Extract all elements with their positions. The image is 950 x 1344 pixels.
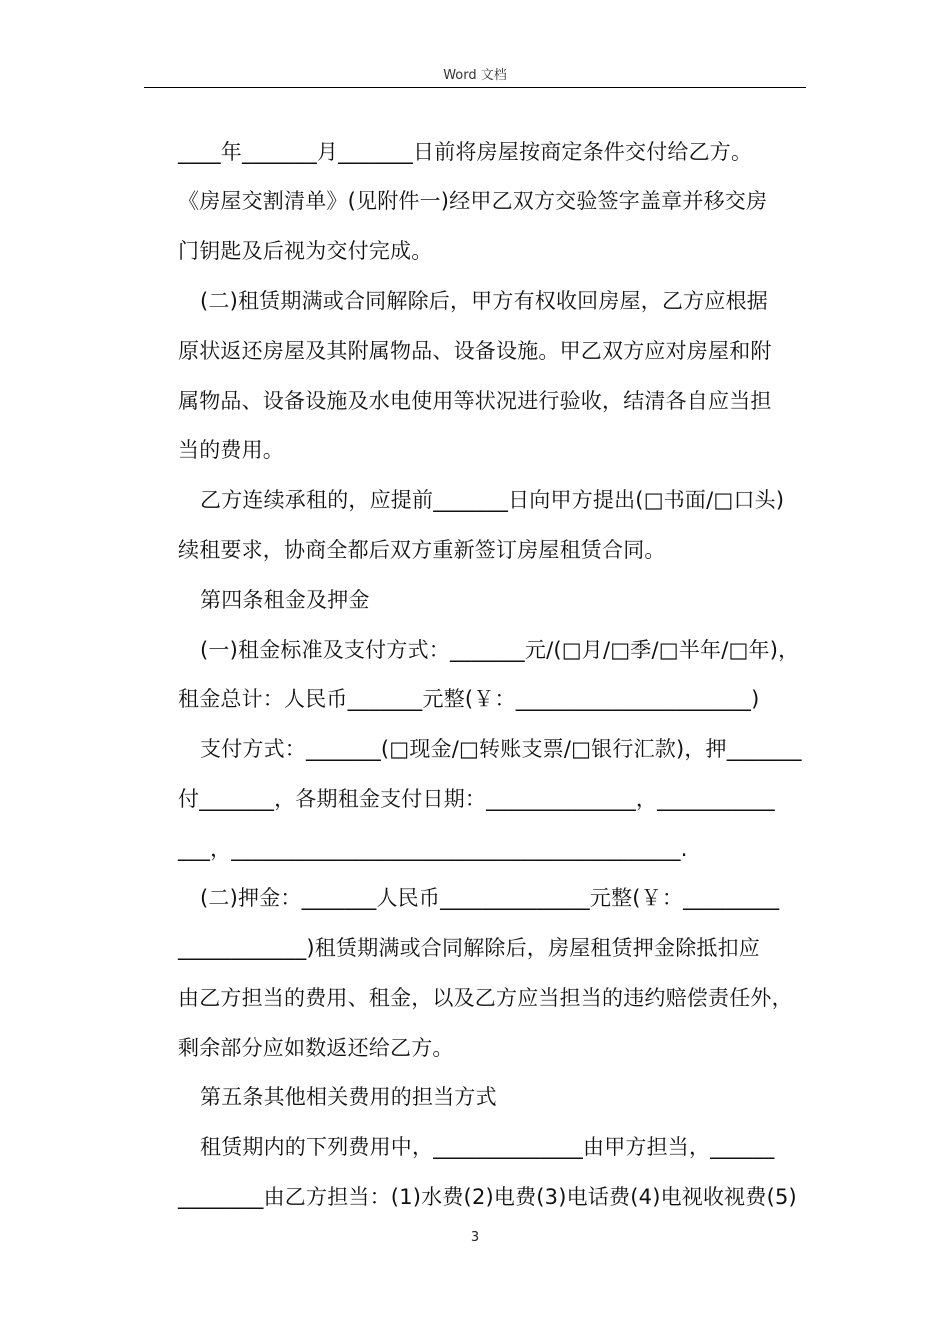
- body-line: ________由乙方担当：(1)水费(2)电费(3)电话费(4)电视收视费(5): [178, 1185, 797, 1209]
- body-line: 原状返还房屋及其附属物品、设备设施。甲乙双方应对房屋和附: [178, 339, 772, 363]
- body-line: 当的费用。: [178, 438, 284, 462]
- body-line: 支付方式：_______(□现金/□转账支票/□银行汇款)，押_______: [200, 737, 802, 761]
- body-line: 租赁期内的下列费用中，______________由甲方担当，______: [200, 1135, 775, 1159]
- page-number: 3: [470, 1230, 480, 1245]
- body-line: 租金总计：人民币_______元整(￥：______________________): [178, 687, 760, 711]
- body-line: 门钥匙及后视为交付完成。: [178, 239, 433, 263]
- body-line: 属物品、设备设施及水电使用等状况进行验收，结清各自应当担: [178, 389, 772, 413]
- section-heading: 第五条其他相关费用的担当方式: [200, 1085, 497, 1109]
- body-line: (一)租金标准及支付方式：_______元/(□月/□季/□半年/□年)，: [200, 638, 800, 662]
- body-line: ___，__________________________________________.: [178, 837, 688, 861]
- body-line: 《房屋交割清单》(见附件一)经甲乙双方交验签字盖章并移交房: [178, 189, 768, 213]
- body-line: (二)租赁期满或合同解除后，甲方有权收回房屋，乙方应根据: [200, 289, 768, 313]
- body-line: ____________)租赁期满或合同解除后，房屋租赁押金除抵扣应: [178, 936, 760, 960]
- body-line: 剩余部分应如数返还给乙方。: [178, 1036, 454, 1060]
- body-line: 乙方连续承租的，应提前_______日向甲方提出(□书面/□口头): [200, 488, 785, 512]
- header-divider: [144, 87, 806, 88]
- body-line: ____年_______月_______日前将房屋按商定条件交付给乙方。: [178, 140, 753, 164]
- body-line: (二)押金：_______人民币______________元整(￥：_________: [200, 886, 780, 910]
- page-header-title: Word 文档: [443, 68, 507, 83]
- body-line: 付_______，各期租金支付日期：______________，___________: [178, 787, 775, 811]
- body-line: 由乙方担当的费用、租金，以及乙方应当担当的违约赔偿责任外，: [178, 986, 793, 1010]
- body-line: 续租要求，协商全都后双方重新签订房屋租赁合同。: [178, 538, 666, 562]
- section-heading: 第四条租金及押金: [200, 588, 370, 612]
